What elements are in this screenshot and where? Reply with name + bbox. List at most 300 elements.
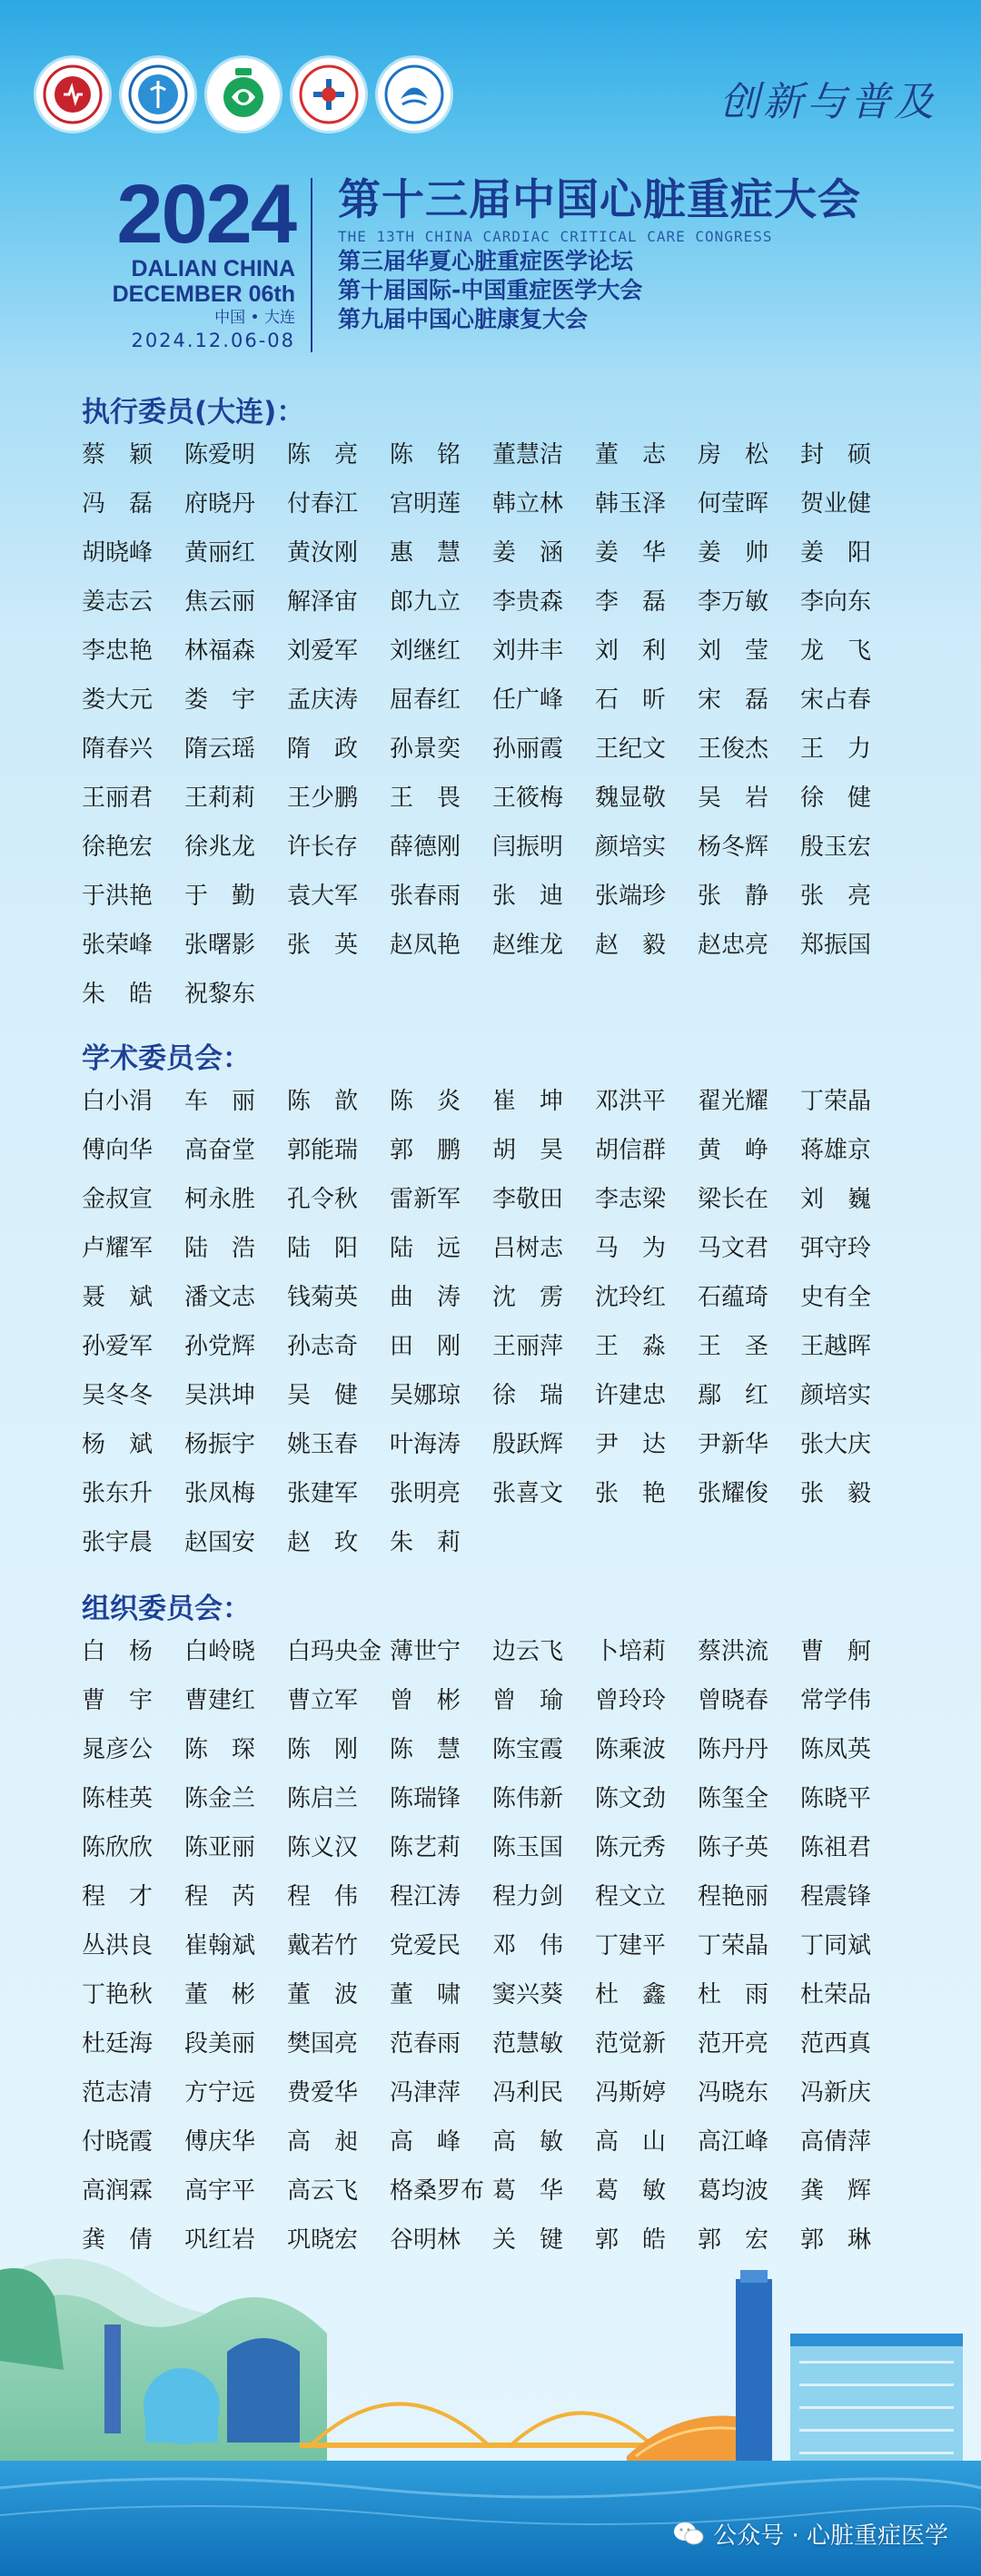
name-grid [82,1627,954,2265]
member-name: 刘 利 [595,637,667,665]
congress-title: 第十三届中国心脏重症大会 [338,175,861,225]
member-name: 姜 帅 [698,539,769,567]
member-name: 陈玺全 [698,1785,769,1812]
member-name: 孔令秋 [287,1186,359,1213]
event-date-block [91,168,295,352]
member-name: 薛德刚 [390,834,461,861]
member-name: 蒋雄京 [800,1137,872,1164]
member-name: 钱菊英 [287,1284,359,1311]
member-name: 黄 峥 [698,1137,769,1164]
member-name: 范觉新 [595,2030,667,2058]
member-name: 宫明莲 [390,490,461,518]
member-name: 宋 磊 [698,686,769,714]
member-name: 姜志云 [82,588,154,616]
member-name: 孙景奕 [390,735,461,763]
member-name: 朱 皓 [82,981,154,1008]
member-name: 董 波 [287,1981,359,2008]
member-name: 卜培莉 [595,1638,667,1665]
member-name: 冯斯婷 [595,2079,667,2107]
member-name: 柯永胜 [184,1186,256,1213]
member-name: 徐兆龙 [184,834,256,861]
member-name: 葛均波 [698,2177,769,2205]
member-name: 丁荣晶 [698,1932,769,1959]
member-name: 姚玉春 [287,1431,359,1458]
member-name: 王丽君 [82,785,154,812]
member-name: 马 为 [595,1235,667,1262]
member-name: 陈凤英 [800,1736,872,1763]
member-name: 孙党辉 [184,1333,256,1360]
member-name: 陈子英 [698,1834,769,1861]
watermark [673,2517,948,2551]
member-name: 陈桂英 [82,1785,154,1812]
member-name: 陈 琛 [184,1736,256,1763]
member-name: 张东升 [82,1480,154,1507]
congress-title-en: THE 13TH CHINA CARDIAC CRITICAL CARE CONGRESS [338,228,773,245]
member-name: 祝黎东 [184,981,256,1008]
member-name: 杨冬辉 [698,834,769,861]
member-name: 任广峰 [492,686,564,714]
member-name: 孙丽霞 [492,735,564,763]
member-name: 殷玉宏 [800,834,872,861]
member-name: 陈 歆 [287,1088,359,1115]
member-name: 党爱民 [390,1932,461,1959]
member-name: 张 亮 [800,883,872,910]
member-name: 陈元秀 [595,1834,667,1861]
event-date-en: DECEMBER 06th [112,281,295,307]
member-name: 丁艳秋 [82,1981,154,2008]
member-name: 李万敏 [698,588,769,616]
member-name: 陈义汉 [287,1834,359,1861]
member-name: 孙爱军 [82,1333,154,1360]
member-name: 沈 雳 [492,1284,564,1311]
member-name: 费爱华 [287,2079,359,2107]
member-name: 张凤梅 [184,1480,256,1507]
member-name: 高润霖 [82,2177,154,2205]
member-name: 赵凤艳 [390,932,461,959]
member-name: 方宁远 [184,2079,256,2107]
member-name: 刘爱军 [287,637,359,665]
member-name: 董 志 [595,441,667,469]
member-name: 张曙影 [184,932,256,959]
member-name: 潘文志 [184,1284,256,1311]
member-name: 闫振明 [492,834,564,861]
member-name: 邓 伟 [492,1932,564,1959]
member-name: 石蕴琦 [698,1284,769,1311]
member-name: 王越晖 [800,1333,872,1360]
member-name: 殷跃辉 [492,1431,564,1458]
member-name: 程震锋 [800,1883,872,1910]
member-name: 范志清 [82,2079,154,2107]
member-name: 林福森 [184,637,256,665]
member-name: 白岭晓 [184,1638,256,1665]
member-name: 杜 雨 [698,1981,769,2008]
member-name: 丁荣晶 [800,1088,872,1115]
member-name: 程 伟 [287,1883,359,1910]
member-name: 徐艳宏 [82,834,154,861]
member-name: 王 畏 [390,785,461,812]
member-name: 郭 鹏 [390,1137,461,1164]
member-name: 程力剑 [492,1883,564,1910]
member-name: 陈祖君 [800,1834,872,1861]
member-name: 陆 远 [390,1235,461,1262]
name-grid [82,430,954,1019]
forum-line-2: 第十届国际-中国重症医学大会 [338,277,643,303]
member-name: 张 艳 [595,1480,667,1507]
member-name: 张耀俊 [698,1480,769,1507]
member-name: 何莹晖 [698,490,769,518]
member-name: 邓洪平 [595,1088,667,1115]
member-name: 赵 玫 [287,1529,359,1556]
member-name: 陈瑞锋 [390,1785,461,1812]
member-name: 关 键 [492,2226,564,2254]
member-name: 葛 华 [492,2177,564,2205]
member-name: 程江涛 [390,1883,461,1910]
member-name: 杨振宇 [184,1431,256,1458]
member-name: 金叔宣 [82,1186,154,1213]
logo-row [36,58,451,131]
member-name: 颜培实 [595,834,667,861]
member-name: 白玛央金 [287,1638,382,1665]
member-name: 隋云瑶 [184,735,256,763]
member-name: 常学伟 [800,1687,872,1714]
member-name: 刘 莹 [698,637,769,665]
member-name: 梁长在 [698,1186,769,1213]
member-name: 王纪文 [595,735,667,763]
member-name: 巩晓宏 [287,2226,359,2254]
member-name: 曾 彬 [390,1687,461,1714]
member-name: 陈启兰 [287,1785,359,1812]
member-name: 娄大元 [82,686,154,714]
member-name: 高 峰 [390,2128,461,2156]
member-name: 解泽宙 [287,588,359,616]
member-name: 陈爱明 [184,441,256,469]
forum-line-1: 第三届华夏心脏重症医学论坛 [338,248,634,274]
member-name: 张 毅 [800,1480,872,1507]
member-name: 王 淼 [595,1333,667,1360]
member-name: 张端珍 [595,883,667,910]
member-name: 陈 亮 [287,441,359,469]
member-name: 曹建红 [184,1687,256,1714]
member-name: 高 昶 [287,2128,359,2156]
member-name: 范西真 [800,2030,872,2058]
member-name: 张荣峰 [82,932,154,959]
member-name: 徐 健 [800,785,872,812]
member-name: 陈亚丽 [184,1834,256,1861]
member-name: 赵 毅 [595,932,667,959]
member-name: 刘井丰 [492,637,564,665]
member-name: 窦兴葵 [492,1981,564,2008]
member-name: 许长存 [287,834,359,861]
member-name: 张大庆 [800,1431,872,1458]
member-name: 晁彦公 [82,1736,154,1763]
member-name: 陈 慧 [390,1736,461,1763]
member-name: 戴若竹 [287,1932,359,1959]
member-name: 胡信群 [595,1137,667,1164]
header-divider [311,178,312,352]
logo-4 [292,58,365,131]
member-name: 范慧敏 [492,2030,564,2058]
member-name: 陈丹丹 [698,1736,769,1763]
member-name: 吴 岩 [698,785,769,812]
member-name: 韩玉泽 [595,490,667,518]
member-name: 陈宝霞 [492,1736,564,1763]
member-name: 高奋堂 [184,1137,256,1164]
member-name: 葛 敏 [595,2177,667,2205]
member-name: 陈晓平 [800,1785,872,1812]
member-name: 高云飞 [287,2177,359,2205]
member-name: 赵忠亮 [698,932,769,959]
member-name: 段美丽 [184,2030,256,2058]
member-name: 曹 舸 [800,1638,872,1665]
member-name: 李忠艳 [82,637,154,665]
name-grid [82,1077,954,1567]
member-name: 弭守玲 [800,1235,872,1262]
member-name: 范春雨 [390,2030,461,2058]
member-name: 董慧洁 [492,441,564,469]
member-name: 姜 涵 [492,539,564,567]
member-name: 于 勤 [184,883,256,910]
member-name: 陈金兰 [184,1785,256,1812]
logo-2 [122,58,194,131]
member-name: 傅向华 [82,1137,154,1164]
member-name: 黄丽红 [184,539,256,567]
event-year: 2024 [116,168,295,261]
member-name: 陆 阳 [287,1235,359,1262]
member-name: 龚 辉 [800,2177,872,2205]
member-name: 陈玉国 [492,1834,564,1861]
member-name: 丛洪良 [82,1932,154,1959]
member-name: 黄汝刚 [287,539,359,567]
member-name: 张建军 [287,1480,359,1507]
logo-cmea [207,58,280,131]
forum-line-3: 第九届中国心脏康复大会 [338,306,589,332]
member-name: 房 松 [698,441,769,469]
member-name: 曾玲玲 [595,1687,667,1714]
member-name: 王丽萍 [492,1333,564,1360]
member-name: 程文立 [595,1883,667,1910]
member-name: 曹 宇 [82,1687,154,1714]
member-name: 刘继红 [390,637,461,665]
member-name: 王少鹏 [287,785,359,812]
member-name: 孟庆涛 [287,686,359,714]
academic-committee [82,1041,954,1567]
member-name: 尹新华 [698,1431,769,1458]
member-name: 高 山 [595,2128,667,2156]
member-name: 聂 斌 [82,1284,154,1311]
member-name: 陈欣欣 [82,1834,154,1861]
organizing-committee [82,1591,954,2265]
member-name: 王 圣 [698,1333,769,1360]
member-name: 赵国安 [184,1529,256,1556]
member-name: 谷明林 [390,2226,461,2254]
member-name: 樊国亮 [287,2030,359,2058]
section-title: 执行委员(大连)： [82,396,305,429]
member-name: 曲 涛 [390,1284,461,1311]
member-name: 颜培实 [800,1382,872,1409]
member-name: 卢耀军 [82,1235,154,1262]
member-name: 白 杨 [82,1638,154,1665]
member-name: 杜廷海 [82,2030,154,2058]
member-name: 马文君 [698,1235,769,1262]
member-name: 吴娜琼 [390,1382,461,1409]
member-name: 董 啸 [390,1981,461,2008]
member-name: 郭 琳 [800,2226,872,2254]
member-name: 陈 刚 [287,1736,359,1763]
member-name: 蔡洪流 [698,1638,769,1665]
member-name: 巩红岩 [184,2226,256,2254]
member-name: 王俊杰 [698,735,769,763]
member-name: 丁建平 [595,1932,667,1959]
member-name: 吕树志 [492,1235,564,1262]
member-name: 高江峰 [698,2128,769,2156]
member-name: 宋占春 [800,686,872,714]
member-name: 陈乘波 [595,1736,667,1763]
member-name: 范开亮 [698,2030,769,2058]
member-name: 王 力 [800,735,872,763]
member-name: 胡 昊 [492,1137,564,1164]
member-name: 李向东 [800,588,872,616]
member-name: 陈艺莉 [390,1834,461,1861]
member-name: 冯新庆 [800,2079,872,2107]
member-name: 郑振国 [800,932,872,959]
member-name: 吴 健 [287,1382,359,1409]
member-name: 张 英 [287,932,359,959]
member-name: 姜 阳 [800,539,872,567]
member-name: 朱 莉 [390,1529,461,1556]
section-title: 学术委员会： [82,1042,251,1075]
member-name: 高倩萍 [800,2128,872,2156]
member-name: 程 芮 [184,1883,256,1910]
member-name: 车 丽 [184,1088,256,1115]
event-date-range: 2024.12.06-08 [131,330,295,351]
member-name: 蔡 颖 [82,441,154,469]
member-name: 曾晓春 [698,1687,769,1714]
member-name: 冯津萍 [390,2079,461,2107]
member-name: 李 磊 [595,588,667,616]
member-name: 史有全 [800,1284,872,1311]
logo-1 [36,58,109,131]
member-name: 刘 巍 [800,1186,872,1213]
member-name: 王筱梅 [492,785,564,812]
member-name: 叶海涛 [390,1431,461,1458]
member-name: 赵维龙 [492,932,564,959]
member-name: 张 迪 [492,883,564,910]
member-name: 王莉莉 [184,785,256,812]
member-name: 杜荣品 [800,1981,872,2008]
member-name: 屈春红 [390,686,461,714]
member-name: 陈伟新 [492,1785,564,1812]
member-name: 韩立林 [492,490,564,518]
member-name: 翟光耀 [698,1088,769,1115]
member-name: 付晓霞 [82,2128,154,2156]
member-name: 李敬田 [492,1186,564,1213]
member-name: 付春江 [287,490,359,518]
member-name: 郭 皓 [595,2226,667,2254]
member-name: 格桑罗布 [390,2177,485,2205]
member-name: 傅庆华 [184,2128,256,2156]
member-name: 杜 鑫 [595,1981,667,2008]
title-block [338,174,861,334]
watermark-text: 公众号 · 心脏重症医学 [713,2522,948,2550]
member-name: 程 才 [82,1883,154,1910]
member-name: 袁大军 [287,883,359,910]
member-name: 娄 宇 [184,686,256,714]
member-name: 孙志奇 [287,1333,359,1360]
member-name: 崔翰斌 [184,1932,256,1959]
member-name: 董 彬 [184,1981,256,2008]
member-name: 惠 慧 [390,539,461,567]
member-name: 郭 宏 [698,2226,769,2254]
member-name: 张 静 [698,883,769,910]
member-name: 边云飞 [492,1638,564,1665]
member-name: 龙 飞 [800,637,872,665]
member-name: 于洪艳 [82,883,154,910]
member-name: 李贵森 [492,588,564,616]
member-name: 薄世宁 [390,1638,461,1665]
member-name: 吴洪坤 [184,1382,256,1409]
member-name: 隋 政 [287,735,359,763]
event-city: DALIAN CHINA [131,256,295,281]
member-name: 崔 坤 [492,1088,564,1115]
member-name: 丁同斌 [800,1932,872,1959]
member-name: 郭能瑞 [287,1137,359,1164]
slogan: 创新与普及 [719,79,937,125]
member-name: 杨 斌 [82,1431,154,1458]
member-name: 雷新军 [390,1186,461,1213]
member-name: 尹 达 [595,1431,667,1458]
member-name: 陆 浩 [184,1235,256,1262]
member-name: 贺业健 [800,490,872,518]
member-name: 冯晓东 [698,2079,769,2107]
member-name: 许建忠 [595,1382,667,1409]
executive-committee [82,394,954,1019]
member-name: 隋春兴 [82,735,154,763]
member-name: 陈 炎 [390,1088,461,1115]
member-name: 龚 倩 [82,2226,154,2254]
member-name: 冯 磊 [82,490,154,518]
member-name: 白小涓 [82,1088,154,1115]
member-name: 陈 铭 [390,441,461,469]
member-name: 石 昕 [595,686,667,714]
member-name: 曹立军 [287,1687,359,1714]
member-name: 高宇平 [184,2177,256,2205]
member-name: 张春雨 [390,883,461,910]
member-name: 封 硕 [800,441,872,469]
member-name: 张明亮 [390,1480,461,1507]
member-name: 李志梁 [595,1186,667,1213]
member-name: 程艳丽 [698,1883,769,1910]
member-name: 冯利民 [492,2079,564,2107]
member-name: 胡晓峰 [82,539,154,567]
member-name: 魏显敬 [595,785,667,812]
member-name: 陈文劲 [595,1785,667,1812]
member-name: 焦云丽 [184,588,256,616]
member-name: 张喜文 [492,1480,564,1507]
section-title: 组织委员会： [82,1593,251,1625]
wechat-icon [673,2522,704,2547]
member-name: 鄢 红 [698,1382,769,1409]
member-name: 郎九立 [390,588,461,616]
member-name: 高 敏 [492,2128,564,2156]
member-name: 田 刚 [390,1333,461,1360]
member-name: 曾 瑜 [492,1687,564,1714]
member-name: 张宇晨 [82,1529,154,1556]
member-name: 姜 华 [595,539,667,567]
member-name: 府晓丹 [184,490,256,518]
event-location: 中国 • 大连 [214,309,295,327]
logo-5 [378,58,451,131]
member-name: 徐 瑞 [492,1382,564,1409]
